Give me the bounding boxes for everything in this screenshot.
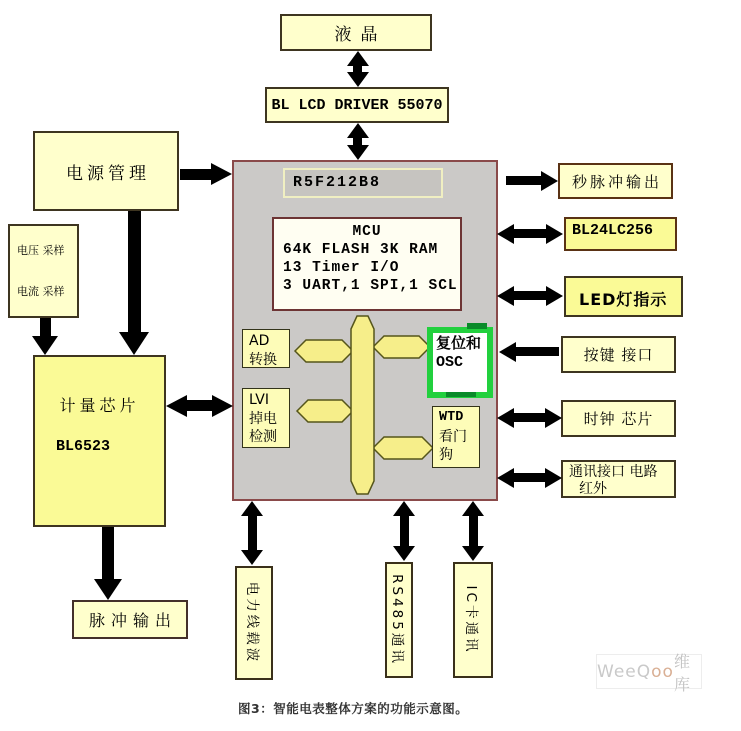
highlight-handle-bottom [446,392,476,397]
arrow-right-icon [545,408,562,428]
keys-box [561,336,676,373]
ad-line1: AD [249,333,270,349]
arrow-driver-mcu [346,123,369,160]
bus-spine [351,316,374,494]
arrow-sampling-meter [31,318,59,355]
pulse-out-box [72,600,188,639]
lcd-label: 液晶 [334,25,387,45]
arrow-ic-card [461,501,485,561]
arrow-led [497,285,563,306]
arrow-down-icon [32,336,58,355]
arrow-lcd-driver [346,51,369,87]
comm-box [561,460,676,498]
arrow-rtc [497,407,562,428]
arrow-left-icon [166,395,187,417]
arrow-down-icon [393,546,415,561]
comm-line2: 红外 [579,481,607,497]
arrow-sec-pulse [506,170,558,191]
bus-connector-ad [295,340,353,362]
arrow-rs485 [392,501,416,561]
lvi-box [242,388,290,448]
lcd-box [280,14,432,51]
watermark-oo: oo [651,661,674,682]
arrow-meter-pulse [93,527,122,600]
wtd-line1: WTD [439,410,464,425]
bus-connector-lvi [297,400,353,422]
watermark-cjk: 维库 [673,651,691,694]
arrow-right-icon [212,395,233,417]
mcu-spec-line3: 13 Timer I/O [283,260,400,276]
sampling-box [8,224,79,318]
osc-line2: OSC [436,354,464,371]
comm-line1: 通讯接口 电路 [569,464,658,480]
plc-box [235,566,273,680]
watermark [596,651,702,694]
wtd-line3: 狗 [439,447,453,463]
arrow-right-icon [211,163,232,185]
lvi-line1: LVI [249,392,269,408]
arrow-right-icon [546,286,563,306]
ic-card-box [453,562,493,678]
rs485-box [385,562,413,678]
arrow-meter-mcu [166,394,233,417]
arrow-left-icon [497,224,514,244]
power-mgmt-label: 电源管理 [66,163,150,184]
arrow-down-icon [347,72,369,87]
arrow-down-icon [462,546,484,561]
osc-box-highlighted [427,327,493,398]
arrow-down-icon [119,332,149,355]
sampling-line1: 电压 采样 [17,244,65,257]
lcd-driver-label: BL LCD DRIVER 55070 [271,96,443,114]
led-box: LED灯指示 [564,276,683,317]
watermark-latin: WeeQ [597,661,652,682]
arrow-left-icon [497,286,514,306]
arrow-left-icon [497,468,514,488]
arrow-up-icon [462,501,484,516]
arrow-right-icon [541,171,558,191]
meter-chip-box [33,355,166,527]
ad-box [242,329,290,368]
arrow-power-mcu [180,163,232,185]
arrow-keys [499,341,559,362]
arrow-eeprom [497,223,563,244]
lcd-driver-box [265,87,449,123]
arrow-plc [240,501,264,565]
meter-chip-title: 计量芯片 [59,396,140,415]
osc-line1: 复位和 [436,334,482,352]
arrow-up-icon [347,123,369,138]
arrow-up-icon [347,51,369,66]
rtc-box [561,400,676,437]
arrow-right-icon [545,468,562,488]
ic-card-label: IC卡通讯 [463,585,479,655]
figure-caption: 图3：智能电表整体方案的功能示意图。 [238,701,469,716]
rtc-label: 时钟 芯片 [583,410,654,428]
rs485-label: RS485通讯 [389,574,405,666]
arrow-left-icon [499,342,516,362]
mcu-spec-line1: MCU [352,224,382,240]
arrow-left-icon [497,408,514,428]
mcu-spec-line4: 3 UART,1 SPI,1 SCL [283,278,458,294]
arrow-up-icon [241,501,263,516]
eeprom-box: BL24LC256 [564,217,677,251]
sampling-line2: 电流 采样 [17,285,65,298]
plc-label: 电力线载波 [244,581,260,665]
lvi-line3: 检测 [249,429,277,445]
arrow-comm [497,467,562,488]
arrow-power-meter [119,211,149,355]
bus-connector-wtd [373,437,433,459]
arrow-up-icon [393,501,415,516]
ad-line2: 转换 [249,351,277,368]
keys-label: 按键 接口 [583,346,654,364]
arrow-right-icon [546,224,563,244]
meter-chip-part: BL6523 [56,438,111,455]
mcu-spec-line2: 64K FLASH 3K RAM [283,242,439,258]
power-mgmt-box [33,131,179,211]
arrow-down-icon [347,145,369,160]
arrow-down-icon [94,579,122,600]
highlight-handle-top [467,323,487,329]
mcu-chip-label: R5F212B8 [283,168,443,198]
wtd-line2: 看门 [439,428,467,445]
bus-connector-osc [373,336,430,358]
sec-pulse-label: 秒脉冲输出 [571,172,662,191]
wtd-box [432,406,480,468]
sec-pulse-box [558,163,673,199]
pulse-out-label: 脉冲输出 [88,611,177,630]
lvi-line2: 掉电 [249,410,277,427]
arrow-down-icon [241,550,263,565]
